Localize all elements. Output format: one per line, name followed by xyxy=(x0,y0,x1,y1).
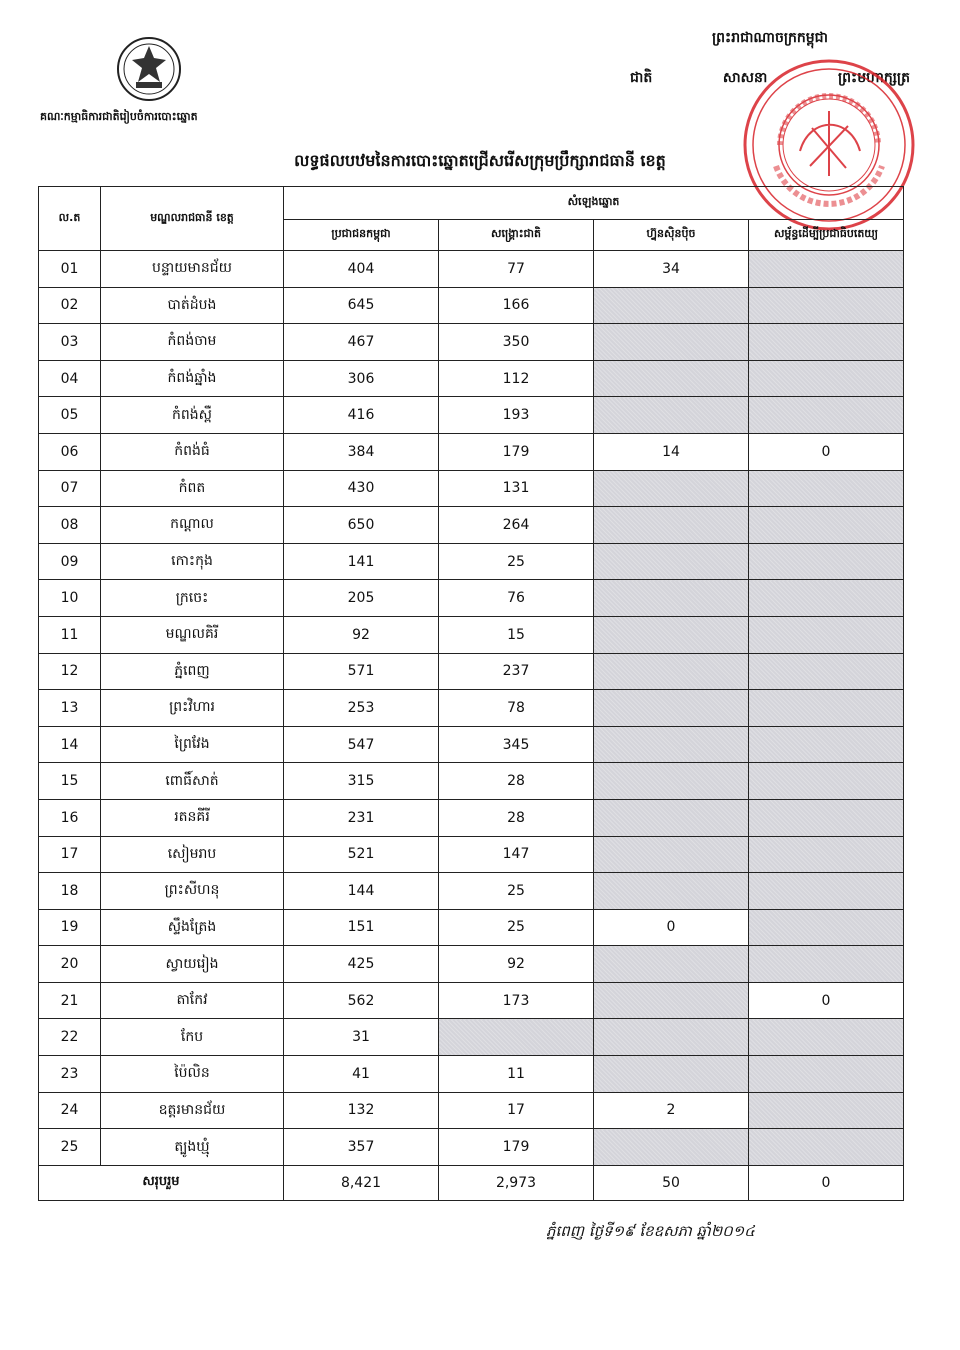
no-candidate-cell xyxy=(594,653,749,690)
no-candidate-cell xyxy=(594,726,749,763)
org-name: គណៈកម្មាធិការជាតិរៀបចំការបោះឆ្នោត xyxy=(40,110,198,123)
total-value: 0 xyxy=(749,1165,904,1200)
table-row xyxy=(39,799,904,836)
date-signoff: ភ្នំពេញ ថ្ងៃទី១៩ ខែឧសភា ឆ្នាំ២០១៤ xyxy=(546,1222,755,1240)
vote-count: 78 xyxy=(439,690,594,727)
no-candidate-cell xyxy=(594,690,749,727)
no-candidate-cell xyxy=(749,836,904,873)
no-candidate-cell xyxy=(594,982,749,1019)
vote-count: 179 xyxy=(439,433,594,470)
row-number: 14 xyxy=(39,726,101,763)
table-row xyxy=(39,1129,904,1166)
table-row xyxy=(39,616,904,653)
no-candidate-cell xyxy=(749,946,904,983)
table-row xyxy=(39,397,904,434)
no-candidate-cell xyxy=(594,543,749,580)
row-number: 09 xyxy=(39,543,101,580)
vote-count: 25 xyxy=(439,909,594,946)
row-number: 16 xyxy=(39,799,101,836)
vote-count: 237 xyxy=(439,653,594,690)
no-candidate-cell xyxy=(594,580,749,617)
no-candidate-cell xyxy=(749,799,904,836)
row-number: 18 xyxy=(39,873,101,910)
no-candidate-cell xyxy=(749,251,904,288)
row-number: 03 xyxy=(39,324,101,361)
province-name: ភ្នំពេញ xyxy=(101,653,284,690)
vote-count: 345 xyxy=(439,726,594,763)
row-number: 23 xyxy=(39,1056,101,1093)
vote-count: 2 xyxy=(594,1092,749,1129)
no-candidate-cell xyxy=(594,1129,749,1166)
no-candidate-cell xyxy=(594,1056,749,1093)
vote-count: 650 xyxy=(284,507,439,544)
no-candidate-cell xyxy=(594,873,749,910)
results-table xyxy=(38,186,904,1201)
province-name: ឧត្ដរមានជ័យ xyxy=(101,1092,284,1129)
no-candidate-cell xyxy=(594,946,749,983)
vote-count: 0 xyxy=(749,433,904,470)
row-number: 21 xyxy=(39,982,101,1019)
table-row xyxy=(39,470,904,507)
province-name: ក្រចេះ xyxy=(101,580,284,617)
row-number: 05 xyxy=(39,397,101,434)
vote-count: 34 xyxy=(594,251,749,288)
no-candidate-cell xyxy=(749,470,904,507)
row-number: 07 xyxy=(39,470,101,507)
province-name: ត្បូងឃ្មុំ xyxy=(101,1129,284,1166)
no-candidate-cell xyxy=(594,470,749,507)
table-row xyxy=(39,1056,904,1093)
vote-count: 25 xyxy=(439,873,594,910)
vote-count: 231 xyxy=(284,799,439,836)
no-candidate-cell xyxy=(594,836,749,873)
province-name: ព្រះវិហារ xyxy=(101,690,284,727)
header-party-league-democracy: សម្ព័ន្ធដើម្បីប្រជាធិបតេយ្យ xyxy=(749,220,904,251)
province-name: កោះកុង xyxy=(101,543,284,580)
total-label: សរុបរួម xyxy=(39,1165,284,1200)
motto-nation: ជាតិ xyxy=(630,70,653,86)
province-name: កំពត xyxy=(101,470,284,507)
row-number: 01 xyxy=(39,251,101,288)
vote-count: 306 xyxy=(284,360,439,397)
table-row xyxy=(39,726,904,763)
table-row xyxy=(39,982,904,1019)
header-province: មណ្ឌលរាជធានី ខេត្ត xyxy=(101,187,284,251)
vote-count: 28 xyxy=(439,763,594,800)
table-row xyxy=(39,324,904,361)
no-candidate-cell xyxy=(749,616,904,653)
no-candidate-cell xyxy=(594,507,749,544)
no-candidate-cell xyxy=(749,543,904,580)
no-candidate-cell xyxy=(749,653,904,690)
vote-count: 193 xyxy=(439,397,594,434)
row-number: 11 xyxy=(39,616,101,653)
vote-count: 430 xyxy=(284,470,439,507)
row-number: 04 xyxy=(39,360,101,397)
no-candidate-cell xyxy=(749,1056,904,1093)
vote-count: 350 xyxy=(439,324,594,361)
no-candidate-cell xyxy=(594,287,749,324)
kingdom-heading: ព្រះរាជាណាចក្រកម្ពុជា xyxy=(711,30,828,46)
vote-count: 571 xyxy=(284,653,439,690)
vote-count: 14 xyxy=(594,433,749,470)
table-row xyxy=(39,543,904,580)
motto-king: ព្រះមហាក្សត្រ xyxy=(838,70,910,86)
no-candidate-cell xyxy=(749,1092,904,1129)
no-candidate-cell xyxy=(749,909,904,946)
vote-count: 425 xyxy=(284,946,439,983)
no-candidate-cell xyxy=(594,1019,749,1056)
no-candidate-cell xyxy=(749,360,904,397)
table-row xyxy=(39,653,904,690)
province-name: មណ្ឌលគិរី xyxy=(101,616,284,653)
row-number: 17 xyxy=(39,836,101,873)
header-party-cpp: ប្រជាជនកម្ពុជា xyxy=(284,220,439,251)
province-name: រតនគីរី xyxy=(101,799,284,836)
vote-count: 15 xyxy=(439,616,594,653)
province-name: ប៉ៃលិន xyxy=(101,1056,284,1093)
vote-count: 25 xyxy=(439,543,594,580)
province-name: ស្ទឹងត្រែង xyxy=(101,909,284,946)
vote-count: 253 xyxy=(284,690,439,727)
province-name: កំពង់ស្ពឺ xyxy=(101,397,284,434)
vote-count: 166 xyxy=(439,287,594,324)
row-number: 06 xyxy=(39,433,101,470)
vote-count: 0 xyxy=(594,909,749,946)
vote-count: 17 xyxy=(439,1092,594,1129)
table-header-row xyxy=(39,187,904,220)
table-row xyxy=(39,287,904,324)
row-number: 12 xyxy=(39,653,101,690)
vote-count: 562 xyxy=(284,982,439,1019)
vote-count: 173 xyxy=(439,982,594,1019)
row-number: 24 xyxy=(39,1092,101,1129)
header-votes: សំឡេងឆ្នោត xyxy=(284,187,904,220)
vote-count: 264 xyxy=(439,507,594,544)
province-name: កំពង់ចាម xyxy=(101,324,284,361)
vote-count: 77 xyxy=(439,251,594,288)
province-name: ពោធិ៍សាត់ xyxy=(101,763,284,800)
table-row xyxy=(39,836,904,873)
vote-count: 11 xyxy=(439,1056,594,1093)
row-number: 19 xyxy=(39,909,101,946)
province-name: តាកែវ xyxy=(101,982,284,1019)
vote-count: 131 xyxy=(439,470,594,507)
province-name: សៀមរាប xyxy=(101,836,284,873)
motto-religion: សាសនា xyxy=(722,70,768,86)
table-row xyxy=(39,433,904,470)
no-candidate-cell xyxy=(749,726,904,763)
row-number: 10 xyxy=(39,580,101,617)
row-number: 22 xyxy=(39,1019,101,1056)
page-title: លទ្ធផលបឋមនៃការបោះឆ្នោតជ្រើសរើសក្រុមប្រឹក្សារាជធានី ខេត្ត xyxy=(294,151,666,170)
no-candidate-cell xyxy=(749,1129,904,1166)
table-row xyxy=(39,909,904,946)
total-value: 2,973 xyxy=(439,1165,594,1200)
no-candidate-cell xyxy=(749,873,904,910)
vote-count: 144 xyxy=(284,873,439,910)
no-candidate-cell xyxy=(594,763,749,800)
vote-count: 112 xyxy=(439,360,594,397)
committee-emblem-icon xyxy=(116,36,182,102)
province-name: បន្ទាយមានជ័យ xyxy=(101,251,284,288)
province-name: កណ្ដាល xyxy=(101,507,284,544)
table-row xyxy=(39,690,904,727)
no-candidate-cell xyxy=(749,287,904,324)
vote-count: 92 xyxy=(284,616,439,653)
no-candidate-cell xyxy=(594,324,749,361)
vote-count: 92 xyxy=(439,946,594,983)
table-row xyxy=(39,1092,904,1129)
vote-count: 76 xyxy=(439,580,594,617)
row-number: 08 xyxy=(39,507,101,544)
table-row xyxy=(39,360,904,397)
vote-count: 315 xyxy=(284,763,439,800)
no-candidate-cell xyxy=(749,397,904,434)
vote-count: 384 xyxy=(284,433,439,470)
vote-count: 151 xyxy=(284,909,439,946)
province-name: ស្វាយរៀង xyxy=(101,946,284,983)
no-candidate-cell xyxy=(594,616,749,653)
row-number: 15 xyxy=(39,763,101,800)
vote-count: 141 xyxy=(284,543,439,580)
no-candidate-cell xyxy=(749,1019,904,1056)
no-candidate-cell xyxy=(594,397,749,434)
table-row xyxy=(39,580,904,617)
row-number: 02 xyxy=(39,287,101,324)
vote-count: 179 xyxy=(439,1129,594,1166)
province-name: កែប xyxy=(101,1019,284,1056)
vote-count: 41 xyxy=(284,1056,439,1093)
table-row xyxy=(39,251,904,288)
no-candidate-cell xyxy=(594,360,749,397)
vote-count: 132 xyxy=(284,1092,439,1129)
no-candidate-cell xyxy=(749,690,904,727)
province-name: ព្រៃវែង xyxy=(101,726,284,763)
row-number: 20 xyxy=(39,946,101,983)
total-value: 8,421 xyxy=(284,1165,439,1200)
vote-count: 521 xyxy=(284,836,439,873)
vote-count: 205 xyxy=(284,580,439,617)
province-name: កំពង់ឆ្នាំង xyxy=(101,360,284,397)
vote-count: 467 xyxy=(284,324,439,361)
row-number: 13 xyxy=(39,690,101,727)
total-value: 50 xyxy=(594,1165,749,1200)
province-name: ព្រះសីហនុ xyxy=(101,873,284,910)
vote-count: 28 xyxy=(439,799,594,836)
vote-count: 547 xyxy=(284,726,439,763)
row-number: 25 xyxy=(39,1129,101,1166)
vote-count: 0 xyxy=(749,982,904,1019)
no-candidate-cell xyxy=(749,763,904,800)
vote-count: 147 xyxy=(439,836,594,873)
no-candidate-cell xyxy=(749,324,904,361)
no-candidate-cell xyxy=(594,799,749,836)
province-name: កំពង់ធំ xyxy=(101,433,284,470)
no-candidate-cell xyxy=(749,507,904,544)
no-candidate-cell xyxy=(749,580,904,617)
vote-count: 404 xyxy=(284,251,439,288)
table-row xyxy=(39,763,904,800)
vote-count: 357 xyxy=(284,1129,439,1166)
header-party-cnrp: សង្គ្រោះជាតិ xyxy=(439,220,594,251)
table-row xyxy=(39,1019,904,1056)
total-row xyxy=(39,1165,904,1200)
no-candidate-cell xyxy=(439,1019,594,1056)
table-row xyxy=(39,873,904,910)
table-row xyxy=(39,507,904,544)
vote-count: 645 xyxy=(284,287,439,324)
vote-count: 416 xyxy=(284,397,439,434)
vote-count: 31 xyxy=(284,1019,439,1056)
header-party-funcinpec: ហ្វ៊ុនស៊ិនប៉ិច xyxy=(594,220,749,251)
header-number: ល.ត xyxy=(39,187,101,251)
province-name: បាត់ដំបង xyxy=(101,287,284,324)
table-row xyxy=(39,946,904,983)
